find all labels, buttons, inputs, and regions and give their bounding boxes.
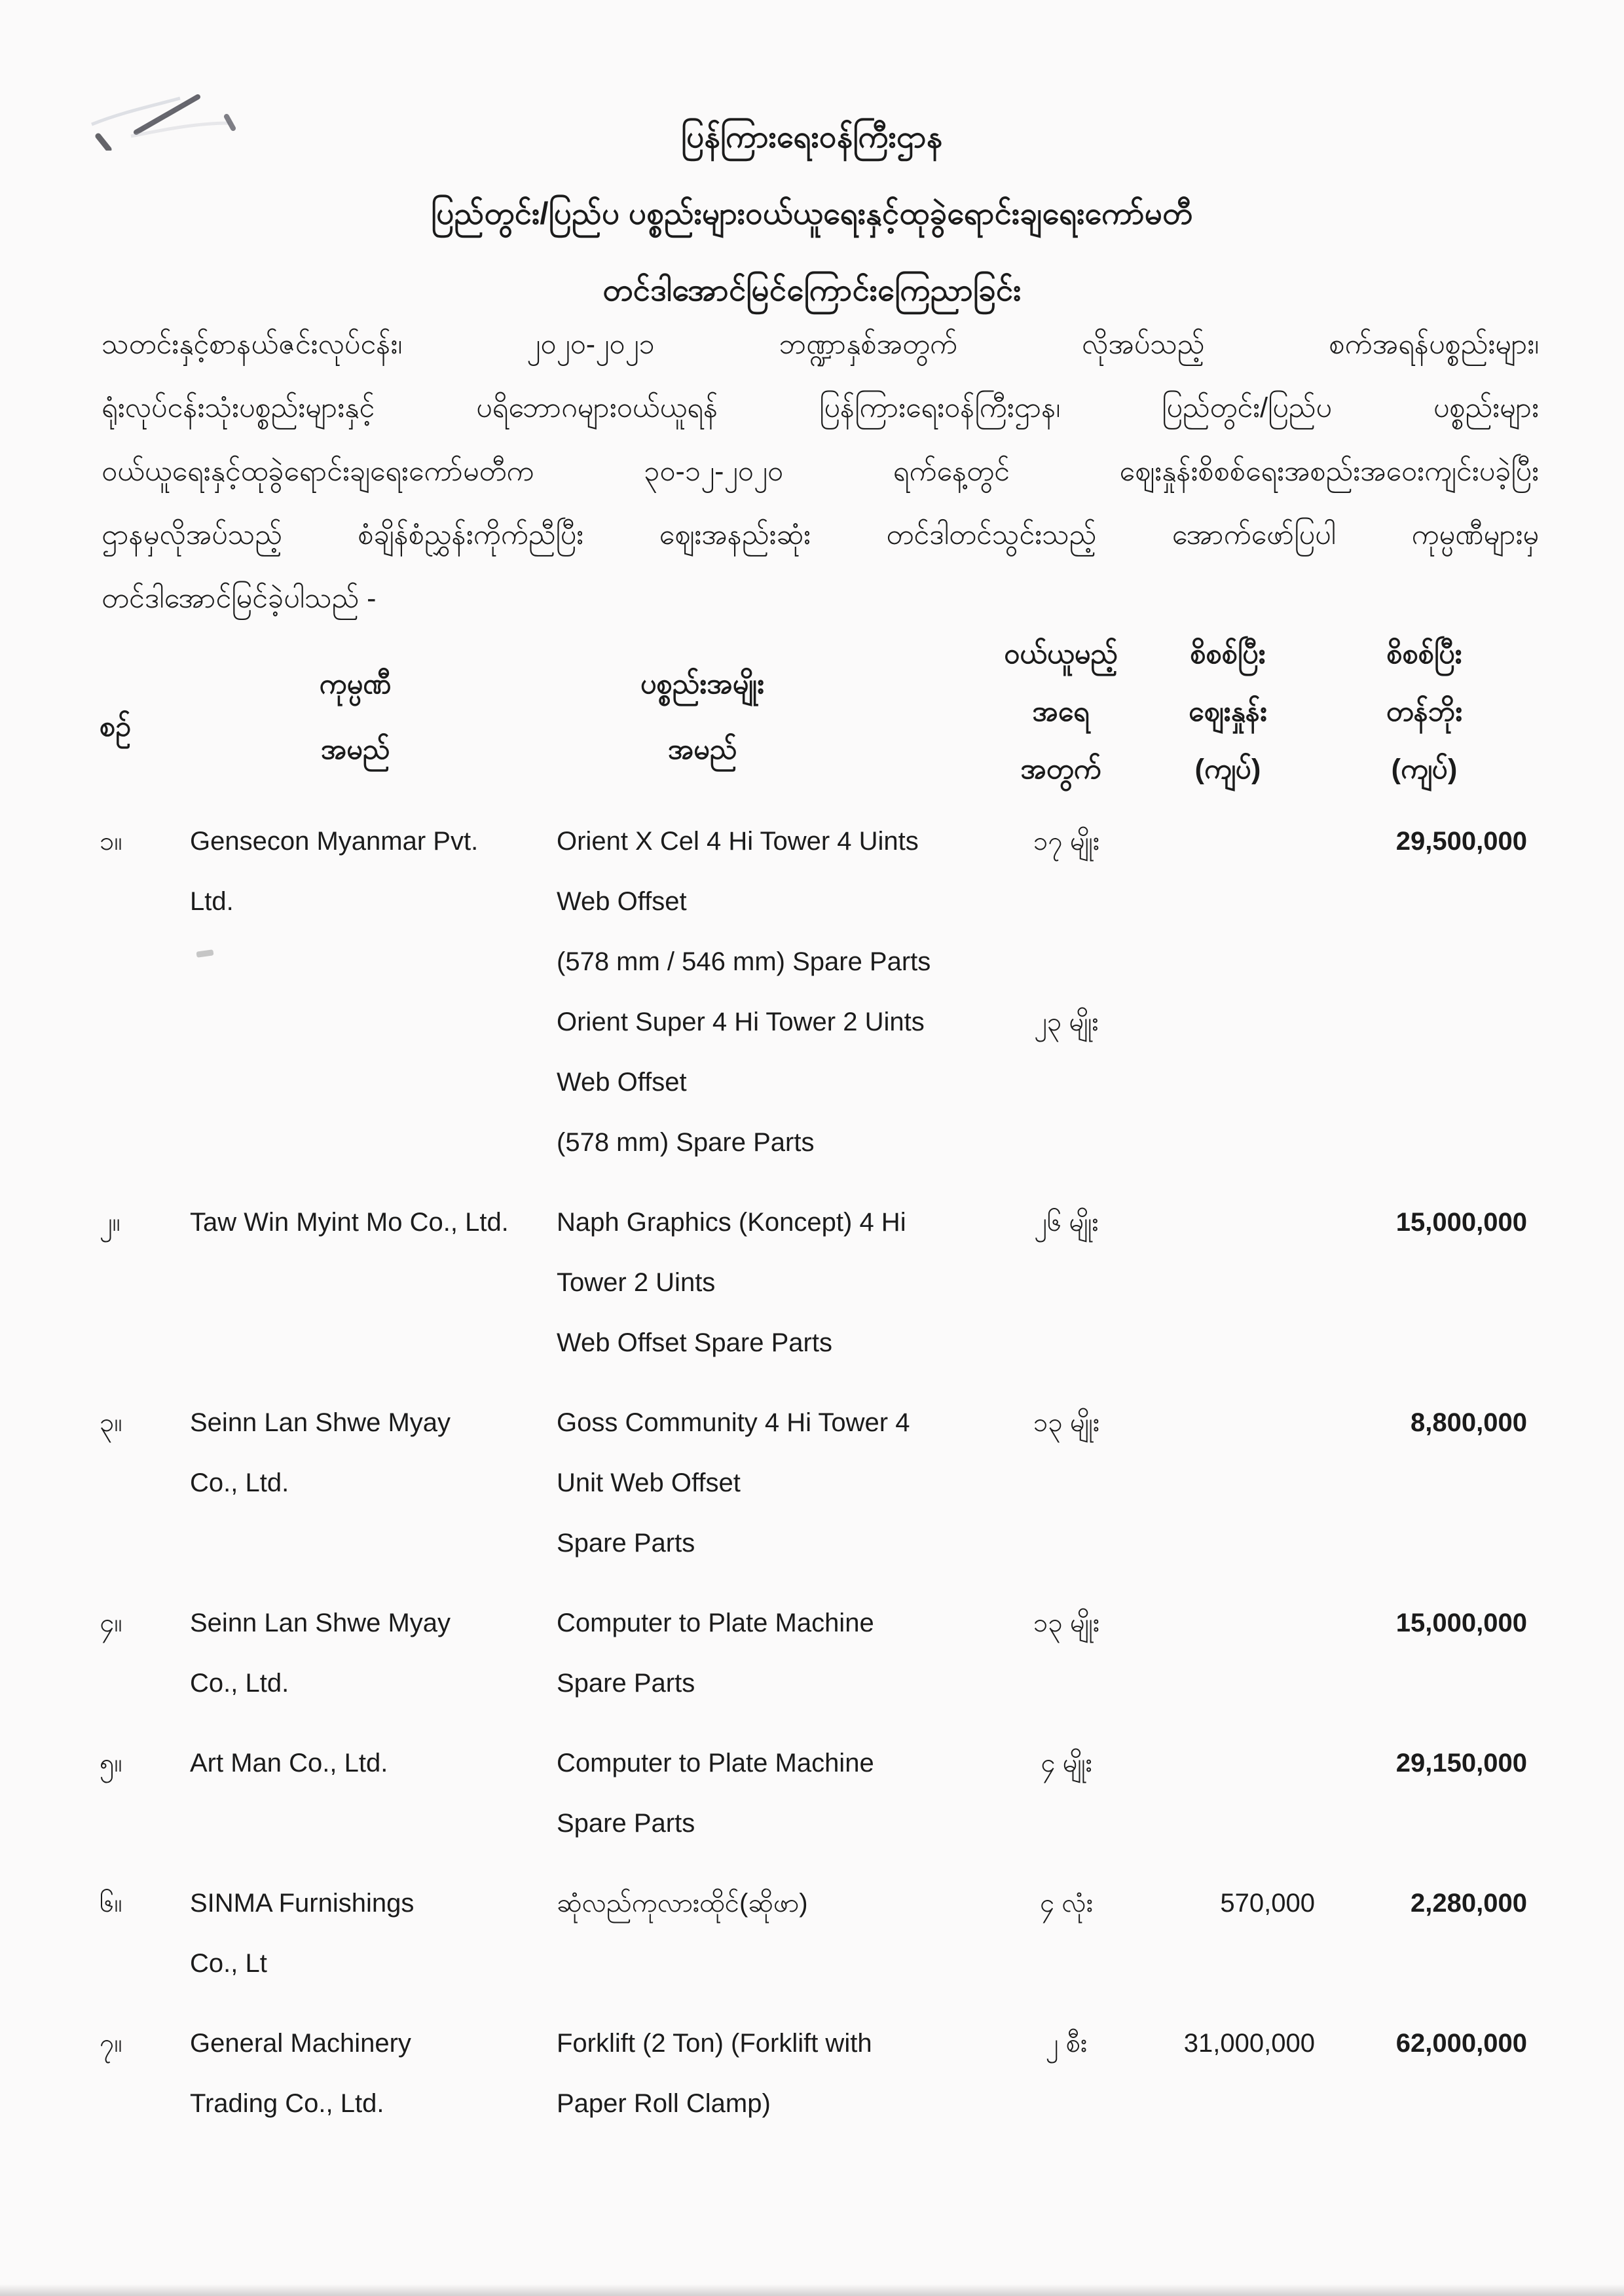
intro-line: သတင်းနှင့်စာနယ်ဇင်းလုပ်ငန်း၊ ၂၀၂၀-၂၀၂၁ ဘဏ္ဍာနှစ်အတွက် လိုအပ်သည့် စက်အရန်ပစ္စည်းများ၊ (101, 329, 1539, 360)
header-line: စဉ် (100, 711, 132, 742)
company-name-cell (177, 1192, 534, 1252)
item-description (534, 992, 993, 1173)
total-value-cell: 29,150,000 (1395, 1749, 1527, 1777)
item-description-line: Spare Parts (557, 1809, 695, 1838)
item-groups (534, 1393, 1139, 1573)
table-row (98, 1733, 1532, 1853)
total-value-cell: 62,000,000 (1395, 2029, 1527, 2058)
header-line: အမည် (667, 734, 737, 765)
item-description-line: Forklift (2 Ton) (Forklift with (557, 2029, 872, 2058)
item-description-line: Computer to Plate Machine (557, 1749, 874, 1777)
item-group (534, 1393, 1139, 1573)
item-description-line: Paper Roll Clamp) (557, 2089, 771, 2118)
item-description-line: ဆုံလည်ကုလားထိုင်(ဆိုဖာ) (557, 1889, 808, 1918)
item-description-line: Orient Super 4 Hi Tower 2 Uints (557, 1008, 925, 1036)
company-name-line: General Machinery (190, 2029, 411, 2058)
intro-paragraph (101, 313, 1539, 630)
company-name-line: Taw Win Myint Mo Co., Ltd. (190, 1208, 509, 1237)
header-line: ဝယ်ယူမည့် (1004, 638, 1118, 670)
item-description (534, 2013, 993, 2134)
company-name-line: Seinn Lan Shwe Myay (190, 1408, 451, 1437)
item-description (534, 1593, 993, 1713)
row-number: ၂။ (100, 1208, 120, 1237)
item-description-line: (578 mm) Spare Parts (557, 1128, 815, 1157)
item-group (534, 1593, 1139, 1713)
item-description (534, 1393, 993, 1573)
company-name-line: Trading Co., Ltd. (190, 2089, 384, 2118)
quantity-cell: ၄ လုံး (1039, 1889, 1094, 1918)
item-description-line: Spare Parts (557, 1529, 695, 1558)
header-line: (ကျပ်) (1391, 754, 1458, 785)
company-name-cell (177, 2013, 534, 2134)
company-name-line: Art Man Co., Ltd. (190, 1749, 388, 1777)
total-value-cell: 29,500,000 (1395, 827, 1527, 856)
item-description-line: Web Offset (557, 887, 687, 916)
header-line: အတွက် (1020, 754, 1101, 785)
item-groups (534, 1593, 1139, 1713)
item-description-line: Goss Community 4 Hi Tower 4 (557, 1408, 910, 1437)
item-groups (534, 811, 1139, 1173)
header-col-value (1316, 625, 1532, 798)
header-line: စိစစ်ပြီး (1190, 638, 1266, 670)
quantity-cell: ၂ စီး (1045, 2029, 1088, 2058)
table-row (98, 2013, 1532, 2134)
row-number: ၁။ (100, 827, 122, 856)
table-row (98, 1593, 1532, 1713)
company-name-line: Seinn Lan Shwe Myay (190, 1609, 451, 1637)
table-row (98, 811, 1532, 1173)
company-name-line: SINMA Furnishings (190, 1889, 415, 1918)
document-header (0, 98, 1624, 328)
item-description-line: (578 mm / 546 mm) Spare Parts (557, 947, 931, 976)
total-value-cell: 8,800,000 (1411, 1408, 1527, 1437)
company-name-cell (177, 811, 534, 932)
row-number: ၄။ (100, 1609, 122, 1637)
table-row (98, 1192, 1532, 1373)
item-description-line: Tower 2 Uints (557, 1268, 716, 1297)
item-description-line: Naph Graphics (Koncept) 4 Hi (557, 1208, 906, 1237)
intro-line: တင်ဒါအောင်မြင်ခဲ့ပါသည် - (101, 583, 377, 614)
item-groups (534, 1873, 1139, 1933)
table-body (98, 811, 1532, 2153)
table-row (98, 1873, 1532, 1994)
header-col-item (534, 651, 982, 798)
intro-line: ဌာနမှလိုအပ်သည့် စံချိန်စံညွှန်းကိုက်ညီပြီး ဈေးအနည်းဆုံး တင်ဒါတင်သွင်းသည့် အောက်ဖော်ပြပါ ကုမ္ပဏီများမှ (101, 519, 1539, 551)
scan-edge-artifact (0, 2284, 1624, 2296)
header-line: စိစစ်ပြီး (1386, 638, 1462, 670)
quantity-cell: ၄ မျိုး (1041, 1749, 1092, 1777)
item-group (534, 1733, 1139, 1853)
header-line: ပစ္စည်းအမျိုး (640, 668, 765, 700)
item-group (534, 811, 1139, 992)
row-number: ၅။ (100, 1749, 122, 1777)
unit-price-cell: 570,000 (1220, 1889, 1315, 1918)
company-name-line: Ltd. (190, 887, 234, 916)
company-name-cell (177, 1593, 534, 1713)
item-description-line: Orient X Cel 4 Hi Tower 4 Uints (557, 827, 919, 856)
quantity-cell: ၁၃ မျိုး (1033, 1408, 1100, 1437)
intro-line: ရုံးလုပ်ငန်းသုံးပစ္စည်းများနှင့် ပရိဘောဂများဝယ်ယူရန် ပြန်ကြားရေးဝန်ကြီးဌာန၊ ပြည်တွင်း/ပြည်ပ ပစ္စည်းများ (101, 392, 1539, 424)
ministry-title: ပြန်ကြားရေးဝန်ကြီးဌာန (681, 119, 943, 154)
announcement-title: တင်ဒါအောင်မြင်ကြောင်းကြေညာခြင်း (602, 272, 1022, 307)
quantity-cell: ၂၆ မျိုး (1034, 1208, 1099, 1237)
committee-title: ပြည်တွင်း/ပြည်ပ ပစ္စည်းများဝယ်ယူရေးနှင့်ထုခွဲရောင်းချရေးကော်မတီ (431, 196, 1193, 230)
item-description (534, 1733, 993, 1853)
item-description-line: Unit Web Offset (557, 1468, 741, 1497)
item-group (534, 2013, 1139, 2134)
item-description-line: Web Offset Spare Parts (557, 1328, 832, 1357)
header-col-price (1139, 625, 1316, 798)
header-line: တန်ဘိုး (1386, 696, 1463, 727)
header-col-company (177, 651, 534, 798)
unit-price-cell: 31,000,000 (1183, 2029, 1315, 2058)
table-row (98, 1393, 1532, 1573)
item-group (534, 1192, 1139, 1373)
total-value-cell: 15,000,000 (1395, 1609, 1527, 1637)
item-description (534, 1192, 993, 1373)
item-group (534, 1873, 1139, 1933)
company-name-cell (177, 1393, 534, 1513)
row-number: ၃။ (100, 1408, 122, 1437)
table-header-row (98, 625, 1532, 798)
total-value-cell: 2,280,000 (1411, 1889, 1527, 1918)
item-description-line: Spare Parts (557, 1669, 695, 1698)
header-line: ကုမ္ပဏီ (319, 668, 392, 700)
item-description (534, 811, 993, 992)
quantity-cell: ၂၃ မျိုး (1034, 1008, 1099, 1036)
total-value-cell: 15,000,000 (1395, 1208, 1527, 1237)
item-description (534, 1873, 993, 1933)
item-description-line: Computer to Plate Machine (557, 1609, 874, 1637)
item-groups (534, 2013, 1139, 2134)
quantity-cell: ၁၇ မျိုး (1033, 827, 1100, 856)
company-name-line: Co., Ltd. (190, 1468, 289, 1497)
header-line: အမည် (320, 734, 390, 765)
intro-line: ဝယ်ယူရေးနှင့်ထုခွဲရောင်းချရေးကော်မတီက ၃၀-၁၂-၂၀၂၀ ရက်နေ့တွင် ဈေးနှုန်းစိစစ်ရေးအစည်းအဝေးကျင်းပခဲ့ပြီး (101, 456, 1539, 487)
company-name-line: Co., Lt (190, 1949, 267, 1978)
header-col-no (98, 698, 177, 798)
company-name-cell (177, 1873, 534, 1994)
header-line: (ကျပ်) (1194, 754, 1261, 785)
company-name-line: Co., Ltd. (190, 1669, 289, 1698)
header-line: အရေ (1032, 696, 1090, 727)
row-number: ၆။ (100, 1889, 122, 1918)
company-name-line: Gensecon Myanmar Pvt. (190, 827, 479, 856)
item-groups (534, 1192, 1139, 1373)
company-name-cell (177, 1733, 534, 1793)
item-description-line: Web Offset (557, 1068, 687, 1097)
item-groups (534, 1733, 1139, 1853)
row-number: ၇။ (100, 2029, 122, 2058)
header-col-qty (982, 625, 1139, 798)
header-line: ဈေးနှုန်း (1189, 696, 1267, 727)
quantity-cell: ၁၃ မျိုး (1033, 1609, 1100, 1637)
item-group (534, 992, 1139, 1173)
